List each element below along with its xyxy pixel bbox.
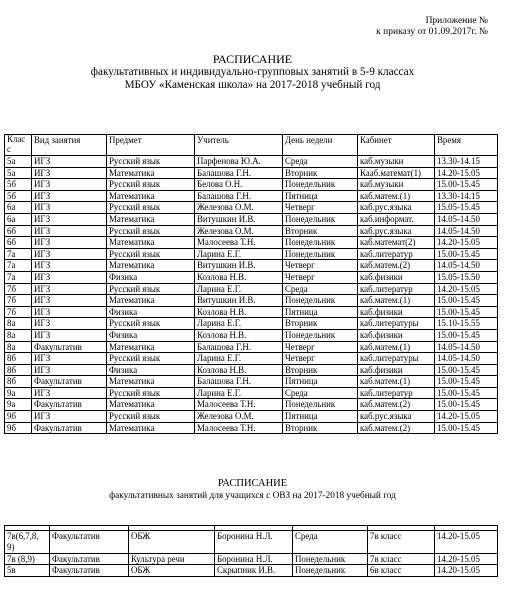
cell-lesson-type: ИГЗ xyxy=(32,260,107,272)
cell-room: каб.музыки xyxy=(358,156,435,168)
cell-class: 5а xyxy=(5,167,32,179)
cell-subject: Математика xyxy=(107,213,195,225)
ovz-table-body xyxy=(5,526,498,577)
cell-room: каб.музыки xyxy=(358,179,435,191)
ovz-title-block xyxy=(0,478,505,502)
cell-teacher: Малосеева Т.Н. xyxy=(195,237,283,249)
header-subject: Предмет xyxy=(107,135,195,156)
cell-room: каб.матем.(1) xyxy=(358,295,435,307)
cell-time: 15.00-15.45 xyxy=(435,364,498,376)
cell-teacher: Белова О.Н. xyxy=(195,179,283,191)
table-row xyxy=(5,190,498,202)
cell-time: 14.20-15.05 xyxy=(435,531,498,554)
cell-teacher: Ларина Е.Г. xyxy=(195,318,283,330)
appendix-line-2: к приказу от 01.09.2017г. № xyxy=(376,27,488,37)
cell-time: 15.00-15.45 xyxy=(435,387,498,399)
table-row xyxy=(5,318,498,330)
cell-room: 7в класс xyxy=(368,553,435,565)
cell-room: Кааб.математ(1) xyxy=(358,167,435,179)
schedule-title-block xyxy=(0,53,505,92)
cell-class: 5б xyxy=(5,190,32,202)
cell-weekday: Вторник xyxy=(283,167,358,179)
cell-weekday: Четверг xyxy=(283,260,358,272)
cell-weekday: Понедельник xyxy=(283,399,358,411)
table-row xyxy=(5,329,498,341)
cell-time: 14.20-15.05 xyxy=(435,167,498,179)
cell-teacher: Боронина Н.Л. xyxy=(215,553,293,565)
cell-teacher: Ларина Е.Г. xyxy=(195,353,283,365)
cell-weekday: Вторник xyxy=(283,364,358,376)
cell-time: 15.05-15.45 xyxy=(435,202,498,214)
header-weekday: День недели xyxy=(283,135,358,156)
cell-class: 6б xyxy=(5,225,32,237)
schedule-school-line: МБОУ «Каменская школа» на 2017-2018 учебный год xyxy=(124,79,381,91)
cell-time: 14.05-14.50 xyxy=(435,225,498,237)
cell-weekday: Вторник xyxy=(283,225,358,237)
header-class: Клас с xyxy=(5,135,32,156)
cell-subject: ОБЖ xyxy=(129,531,215,554)
header-lesson-type: Вид занятия xyxy=(32,135,107,156)
cell-lesson-type: ИГЗ xyxy=(32,387,107,399)
cell-room: каб.рус.языка xyxy=(358,202,435,214)
cell-subject: Русский язык xyxy=(107,283,195,295)
cell-weekday: Пятница xyxy=(283,306,358,318)
cell-room: каб.матем.(2) xyxy=(358,422,435,434)
table-row xyxy=(5,260,498,272)
schedule-table-body xyxy=(5,156,498,434)
cell-lesson-type: ИГЗ xyxy=(32,306,107,318)
cell-teacher: Ларина Е.Г. xyxy=(195,248,283,260)
table-row xyxy=(5,271,498,283)
cell-lesson-type: ИГЗ xyxy=(32,179,107,191)
cell-subject: ОБЖ xyxy=(129,565,215,577)
cell-time: 15.00-15.45 xyxy=(435,248,498,260)
cell-weekday: Понедельник xyxy=(293,565,368,577)
cell-room: каб.рус.языка xyxy=(358,411,435,423)
cell-room: каб.физики xyxy=(358,329,435,341)
table-row xyxy=(5,422,498,434)
cell-room: каб.физики xyxy=(358,271,435,283)
cell-time: 15.00-15.45 xyxy=(435,422,498,434)
cell-class: 7а xyxy=(5,271,32,283)
cell-weekday: Среда xyxy=(293,531,368,554)
cell-class: 8б xyxy=(5,376,32,388)
table-row xyxy=(5,411,498,423)
cell-time: 15.05-15.50 xyxy=(435,271,498,283)
table-row xyxy=(5,306,498,318)
cell-weekday: Вторник xyxy=(283,318,358,330)
table-row xyxy=(5,225,498,237)
cell-teacher: Козлова Н.В. xyxy=(195,306,283,318)
cell-room: каб.литературы xyxy=(358,318,435,330)
cell-lesson-type: ИГЗ xyxy=(32,167,107,179)
cell-time: 14.05-14.50 xyxy=(435,341,498,353)
cell-time: 14.20-15.05 xyxy=(435,283,498,295)
table-row xyxy=(5,553,498,565)
cell-lesson-type: ИГЗ xyxy=(32,156,107,168)
cell-subject: Математика xyxy=(107,341,195,353)
cell-teacher: Балашова Г.Н. xyxy=(195,341,283,353)
cell-subject: Математика xyxy=(107,295,195,307)
cell-subject: Физика xyxy=(107,364,195,376)
cell-weekday: Четверг xyxy=(283,202,358,214)
cell-room: каб.рус.языка xyxy=(358,225,435,237)
table-row xyxy=(5,565,498,577)
cell-subject: Культура речи xyxy=(129,553,215,565)
cell-teacher: Скрыпник И.В. xyxy=(215,565,293,577)
cell-teacher: Витушкин И.В. xyxy=(195,295,283,307)
cell-teacher: Витушкин И.В. xyxy=(195,213,283,225)
cell-lesson-type: ИГЗ xyxy=(32,364,107,376)
cell-weekday: Четверг xyxy=(283,341,358,353)
cell-class: 7а xyxy=(5,248,32,260)
cell-time: 14.20-15.05 xyxy=(435,411,498,423)
cell-subject: Математика xyxy=(107,399,195,411)
table-row xyxy=(5,341,498,353)
cell-class: 9а xyxy=(5,399,32,411)
cell-weekday: Понедельник xyxy=(283,237,358,249)
table-row xyxy=(5,399,498,411)
table-row xyxy=(5,387,498,399)
cell-class: 9а xyxy=(5,387,32,399)
cell-class: 9б xyxy=(5,422,32,434)
cell-time: 14.20-15.05 xyxy=(435,553,498,565)
appendix-note xyxy=(376,16,488,38)
cell-subject: Русский язык xyxy=(107,156,195,168)
cell-subject: Математика xyxy=(107,260,195,272)
cell-lesson-type: ИГЗ xyxy=(32,411,107,423)
cell-class: 7в(6,7,8, 9) xyxy=(5,531,50,554)
cell-weekday: Среда xyxy=(283,156,358,168)
cell-room: каб.матем.(1) xyxy=(358,341,435,353)
cell-room: 6в класс xyxy=(368,565,435,577)
ovz-table xyxy=(4,525,498,577)
cell-room: каб.математ(2) xyxy=(358,237,435,249)
cell-class: 7в (8,9) xyxy=(5,553,50,565)
cell-room: каб.матем.(2) xyxy=(358,399,435,411)
cell-weekday: Вторник xyxy=(283,422,358,434)
cell-time: 13.30-14.15 xyxy=(435,156,498,168)
cell-time: 15.10-15.55 xyxy=(435,318,498,330)
cell-weekday: Пятница xyxy=(283,376,358,388)
cell-room: каб.литератур xyxy=(358,387,435,399)
cell-class: 6б xyxy=(5,237,32,249)
cell-lesson-type: Факультатив xyxy=(32,341,107,353)
cell-class: 9б xyxy=(5,411,32,423)
cell-room: каб.матем.(1) xyxy=(358,376,435,388)
cell-room: каб.литератур xyxy=(358,248,435,260)
cell-lesson-type: ИГЗ xyxy=(32,237,107,249)
cell-lesson-type: Факультатив xyxy=(50,531,129,554)
cell-teacher: Железова О.М. xyxy=(195,202,283,214)
table-row xyxy=(5,167,498,179)
cell-subject: Русский язык xyxy=(107,387,195,399)
cell-weekday: Понедельник xyxy=(283,179,358,191)
cell-teacher: Балашова Г.Н. xyxy=(195,376,283,388)
cell-time: 15.00-15.45 xyxy=(435,295,498,307)
cell-class: 6а xyxy=(5,213,32,225)
cell-class: 7б xyxy=(5,283,32,295)
cell-teacher: Железова О.М. xyxy=(195,225,283,237)
cell-time: 14.05-14.50 xyxy=(435,260,498,272)
cell-class: 7а xyxy=(5,260,32,272)
cell-lesson-type: ИГЗ xyxy=(32,329,107,341)
cell-time: 14.05-14.50 xyxy=(435,353,498,365)
cell-class: 8а xyxy=(5,341,32,353)
table-row xyxy=(5,156,498,168)
cell-class: 7б xyxy=(5,306,32,318)
cell-room: каб.матем.(1) xyxy=(358,190,435,202)
cell-subject: Математика xyxy=(107,190,195,202)
cell-teacher: Балашова Г.Н. xyxy=(195,190,283,202)
cell-lesson-type: Факультатив xyxy=(32,399,107,411)
cell-subject: Русский язык xyxy=(107,248,195,260)
cell-subject: Русский язык xyxy=(107,225,195,237)
table-row xyxy=(5,248,498,260)
cell-lesson-type: ИГЗ xyxy=(32,295,107,307)
cell-subject: Русский язык xyxy=(107,202,195,214)
cell-weekday: Понедельник xyxy=(283,248,358,260)
cell-teacher: Балашова Г.Н. xyxy=(195,167,283,179)
cell-weekday: Понедельник xyxy=(293,553,368,565)
cell-lesson-type: ИГЗ xyxy=(32,213,107,225)
table-row xyxy=(5,353,498,365)
cell-weekday: Четверг xyxy=(283,353,358,365)
cell-room: 7в класс xyxy=(368,531,435,554)
cell-class: 8б xyxy=(5,364,32,376)
header-room: Кабинет xyxy=(358,135,435,156)
cell-lesson-type: ИГЗ xyxy=(32,225,107,237)
cell-room: каб.информат. xyxy=(358,213,435,225)
cell-subject: Русский язык xyxy=(107,353,195,365)
table-row xyxy=(5,376,498,388)
cell-weekday: Среда xyxy=(283,387,358,399)
table-row xyxy=(5,202,498,214)
cell-lesson-type: Факультатив xyxy=(50,565,129,577)
cell-weekday: Понедельник xyxy=(283,213,358,225)
cell-class: 5а xyxy=(5,156,32,168)
cell-subject: Русский язык xyxy=(107,318,195,330)
cell-weekday: Понедельник xyxy=(283,295,358,307)
cell-weekday: Пятница xyxy=(283,411,358,423)
cell-teacher: Железова О.М. xyxy=(195,411,283,423)
cell-room: каб.матем.(2) xyxy=(358,260,435,272)
cell-lesson-type: ИГЗ xyxy=(32,283,107,295)
cell-class: 8а xyxy=(5,329,32,341)
cell-teacher: Козлова Н.В. xyxy=(195,364,283,376)
schedule-subtitle: факультативных и индивидуально-групповых занятий в 5-9 классах xyxy=(90,66,415,78)
table-row xyxy=(5,213,498,225)
cell-lesson-type: ИГЗ xyxy=(32,353,107,365)
table-row xyxy=(5,364,498,376)
cell-weekday: Четверг xyxy=(283,271,358,283)
cell-time: 15.00-15.45 xyxy=(435,329,498,341)
cell-lesson-type: ИГЗ xyxy=(32,271,107,283)
cell-teacher: Козлова Н.В. xyxy=(195,329,283,341)
cell-teacher: Малосеева Т.Н. xyxy=(195,399,283,411)
header-teacher: Учитель xyxy=(195,135,283,156)
cell-lesson-type: Факультатив xyxy=(32,376,107,388)
cell-time: 15.00-15.45 xyxy=(435,376,498,388)
cell-room: каб.физики xyxy=(358,364,435,376)
cell-time: 14.20-15.05 xyxy=(435,565,498,577)
cell-teacher: Парфенова Ю.А. xyxy=(195,156,283,168)
cell-lesson-type: ИГЗ xyxy=(32,202,107,214)
cell-weekday: Среда xyxy=(283,283,358,295)
cell-weekday: Понедельник xyxy=(283,329,358,341)
cell-teacher: Витушкин И.В. xyxy=(195,260,283,272)
cell-class: 6а xyxy=(5,202,32,214)
ovz-heading: РАСПИСАНИЕ xyxy=(217,478,288,489)
cell-weekday: Пятница xyxy=(283,190,358,202)
table-row xyxy=(5,295,498,307)
cell-subject: Математика xyxy=(107,376,195,388)
table-row xyxy=(5,237,498,249)
cell-class: 7б xyxy=(5,295,32,307)
cell-class: 8а xyxy=(5,318,32,330)
table-row xyxy=(5,531,498,554)
cell-class: 5б xyxy=(5,179,32,191)
cell-time: 14.05-14.50 xyxy=(435,213,498,225)
cell-teacher: Боронина Н.Л. xyxy=(215,531,293,554)
cell-teacher: Малосеева Т.Н. xyxy=(195,422,283,434)
table-row xyxy=(5,179,498,191)
cell-subject: Физика xyxy=(107,271,195,283)
cell-subject: Математика xyxy=(107,237,195,249)
cell-time: 13.30-14.15 xyxy=(435,190,498,202)
cell-room: каб.физики xyxy=(358,306,435,318)
cell-subject: Физика xyxy=(107,329,195,341)
cell-subject: Русский язык xyxy=(107,179,195,191)
cell-time: 14.20-15.05 xyxy=(435,237,498,249)
cell-lesson-type: ИГЗ xyxy=(32,190,107,202)
cell-class: 5в xyxy=(5,565,50,577)
cell-subject: Русский язык xyxy=(107,411,195,423)
schedule-header-row xyxy=(5,135,498,156)
cell-teacher: Ларина Е.Г. xyxy=(195,283,283,295)
appendix-line-1: Приложение № xyxy=(425,16,488,26)
table-row xyxy=(5,283,498,295)
schedule-table xyxy=(4,134,498,434)
cell-lesson-type: ИГЗ xyxy=(32,318,107,330)
cell-room: каб.литератур xyxy=(358,283,435,295)
cell-time: 15.00-15.45 xyxy=(435,306,498,318)
cell-time: 15.00-15.45 xyxy=(435,179,498,191)
cell-subject: Математика xyxy=(107,422,195,434)
cell-lesson-type: ИГЗ xyxy=(32,248,107,260)
ovz-subtitle: факультативных занятий для учащихся с ОВЗ на 2017-2018 учебный год xyxy=(109,491,396,501)
cell-subject: Математика xyxy=(107,167,195,179)
cell-subject: Физика xyxy=(107,306,195,318)
cell-class: 8б xyxy=(5,353,32,365)
cell-time: 15.00-15.45 xyxy=(435,399,498,411)
schedule-heading: РАСПИСАНИЕ xyxy=(212,52,293,66)
cell-teacher: Ларина Е.Г. xyxy=(195,387,283,399)
cell-lesson-type: Факультатив xyxy=(50,553,129,565)
header-time: Время xyxy=(435,135,498,156)
cell-lesson-type: Факультатив xyxy=(32,422,107,434)
cell-teacher: Козлова Н.В. xyxy=(195,271,283,283)
cell-room: каб.литературы xyxy=(358,353,435,365)
